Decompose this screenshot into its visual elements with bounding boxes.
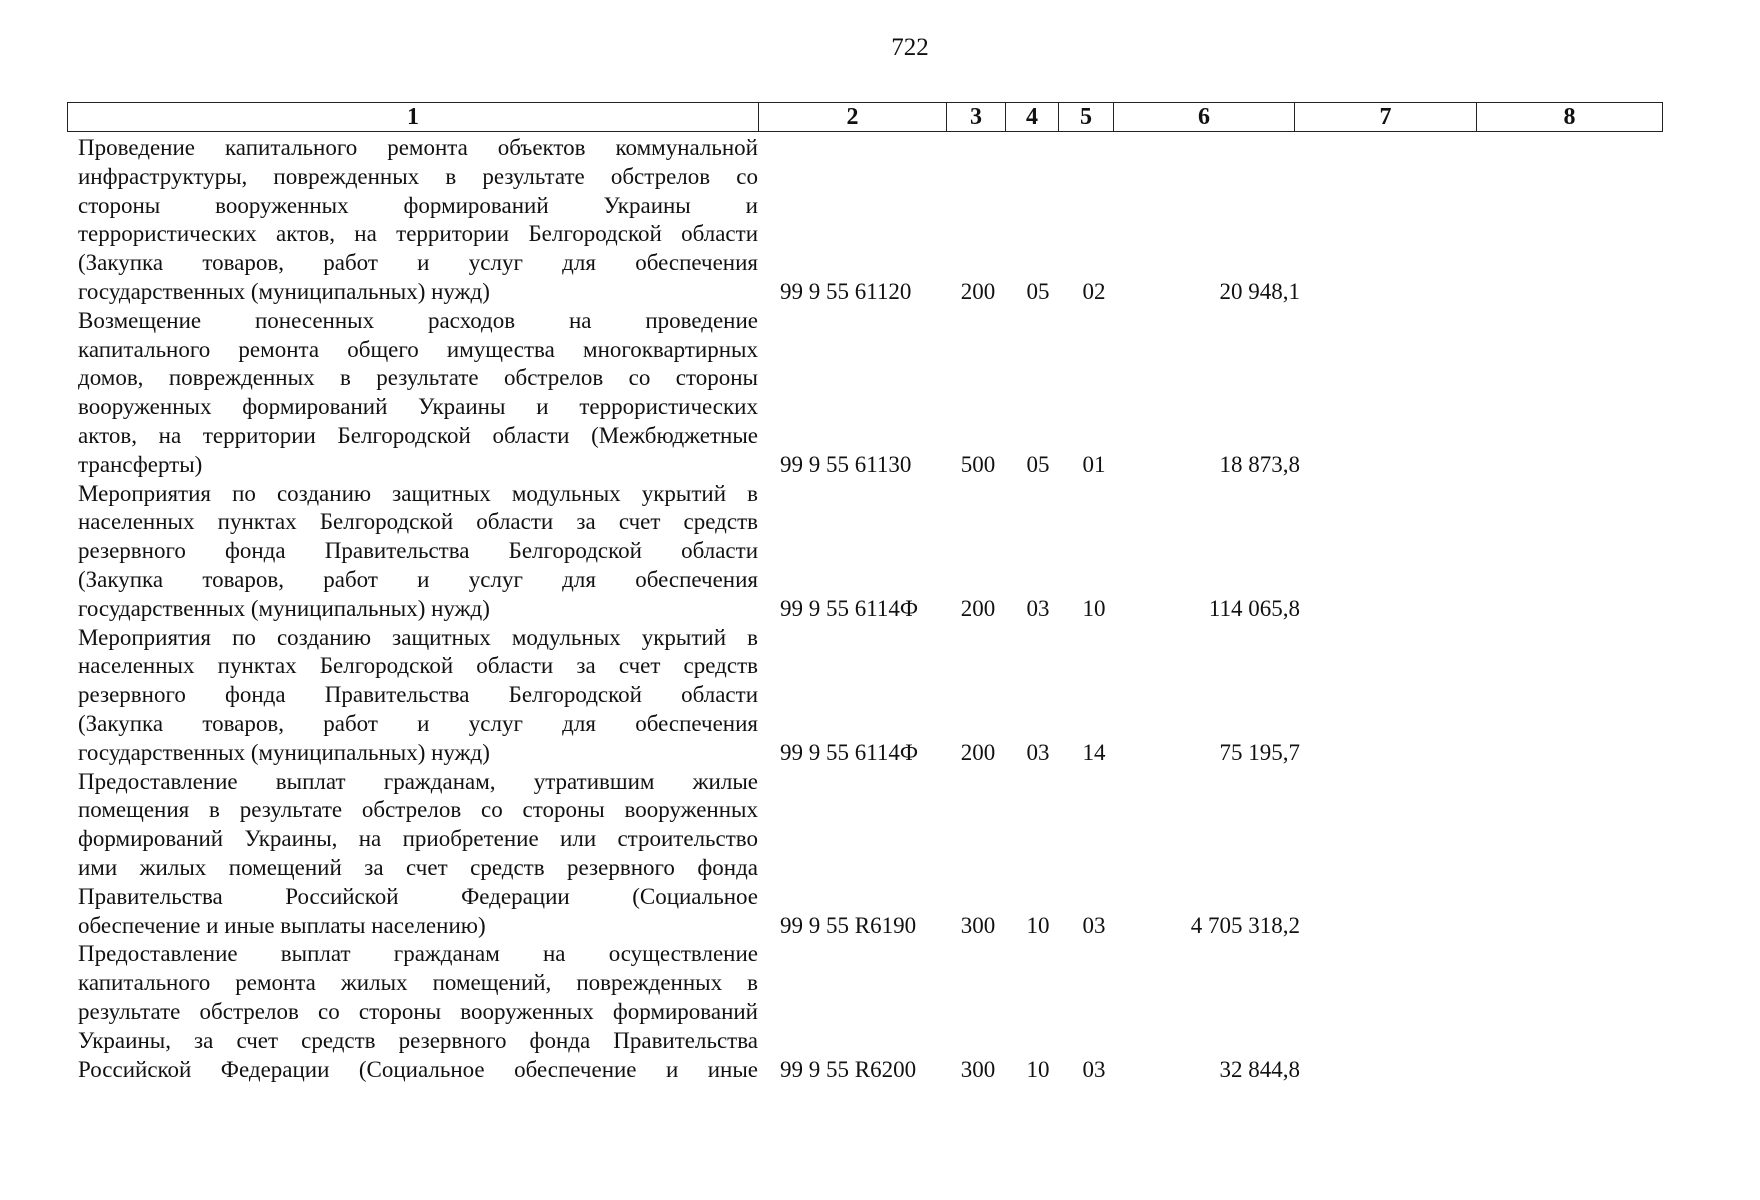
row-description: Предоставление выплат гражданам, утратившим жилые помещения в результате обстрелов со стороны вооруженных формирований Украины, на приобретение или строительство ими жилых помещений за счет средств резервного фонда Правительства Российской Федерации (Социальное обеспечение и иные выплаты населению) — [78, 768, 758, 938]
row-description: Мероприятия по созданию защитных модульных укрытий в населенных пунктах Белгородской области за счет средств резервного фонда Правительства Белгородской области (Закупка товаров, работ и услуг для обеспечения государственных (муниципальных) нужд) — [78, 480, 758, 621]
row-col5: 03 — [1082, 1056, 1106, 1082]
row-amount: 32 844,8 — [1219, 1056, 1300, 1082]
row-description: Мероприятия по созданию защитных модульных укрытий в населенных пунктах Белгородской области за счет средств резервного фонда Правительства Белгородской области (Закупка товаров, работ и услуг для обеспечения государственных (муниципальных) нужд) — [78, 624, 758, 765]
row-amount: 20 948,1 — [1219, 278, 1300, 304]
row-col4: 10 — [1026, 912, 1050, 938]
column-header-7: 7 — [1295, 103, 1477, 132]
column-header-2: 2 — [759, 103, 947, 132]
table-row — [78, 134, 1698, 307]
column-header-4: 4 — [1006, 103, 1059, 132]
column-header-5: 5 — [1059, 103, 1114, 132]
column-header-1: 1 — [68, 103, 759, 132]
table-row — [78, 940, 1698, 1084]
column-header-8: 8 — [1477, 103, 1663, 132]
row-col5: 14 — [1082, 739, 1106, 765]
row-code: 99 9 55 61130 — [780, 451, 912, 477]
row-code: 99 9 55 R6200 — [780, 1056, 917, 1082]
row-col4: 05 — [1026, 451, 1050, 477]
row-description: Предоставление выплат гражданам на осуществление капитального ремонта жилых помещений, поврежденных в результате обстрелов со стороны вооруженных формирований Украины, за счет средств резервного фонда Правительства Российской Федерации (Социальное обеспечение и иные — [78, 941, 758, 1082]
row-col3: 200 — [960, 278, 996, 304]
table-body — [78, 134, 1698, 1084]
row-amount: 75 195,7 — [1219, 739, 1300, 765]
row-col4: 10 — [1026, 1056, 1050, 1082]
row-col4: 03 — [1026, 595, 1050, 621]
row-col4: 03 — [1026, 739, 1050, 765]
row-col4: 05 — [1026, 278, 1050, 304]
row-col3: 500 — [960, 451, 996, 477]
column-header-row — [68, 103, 1663, 132]
row-amount: 114 065,8 — [1208, 595, 1300, 621]
row-code: 99 9 55 61120 — [780, 278, 912, 304]
row-amount: 18 873,8 — [1219, 451, 1300, 477]
table-row — [78, 768, 1698, 941]
column-header-table — [67, 102, 1663, 132]
row-col3: 300 — [960, 912, 996, 938]
row-code: 99 9 55 6114Ф — [780, 739, 919, 765]
column-header-3: 3 — [947, 103, 1006, 132]
row-code: 99 9 55 R6190 — [780, 912, 917, 938]
page-number: 722 — [891, 34, 929, 61]
table-row — [78, 624, 1698, 768]
row-col3: 300 — [960, 1056, 996, 1082]
row-col3: 200 — [960, 595, 996, 621]
row-col5: 10 — [1082, 595, 1106, 621]
row-code: 99 9 55 6114Ф — [780, 595, 919, 621]
row-amount: 4 705 318,2 — [1190, 912, 1300, 938]
row-description: Возмещение понесенных расходов на проведение капитального ремонта общего имущества многоквартирных домов, поврежденных в результате обстрелов со стороны вооруженных формирований Украины и террористических актов, на территории Белгородской области (Межбюджетные трансферты) — [78, 307, 758, 477]
row-col5: 02 — [1082, 278, 1106, 304]
row-col5: 01 — [1082, 451, 1106, 477]
row-description: Проведение капитального ремонта объектов коммунальной инфраструктуры, поврежденных в результате обстрелов со стороны вооруженных формирований Украины и террористических актов, на территории Белгородской области (Закупка товаров, работ и услуг для обеспечения государственных (муниципальных) нужд) — [78, 135, 758, 304]
row-col5: 03 — [1082, 912, 1106, 938]
table-row — [78, 307, 1698, 480]
column-header-6: 6 — [1114, 103, 1295, 132]
table-row — [78, 480, 1698, 624]
row-col3: 200 — [960, 739, 996, 765]
